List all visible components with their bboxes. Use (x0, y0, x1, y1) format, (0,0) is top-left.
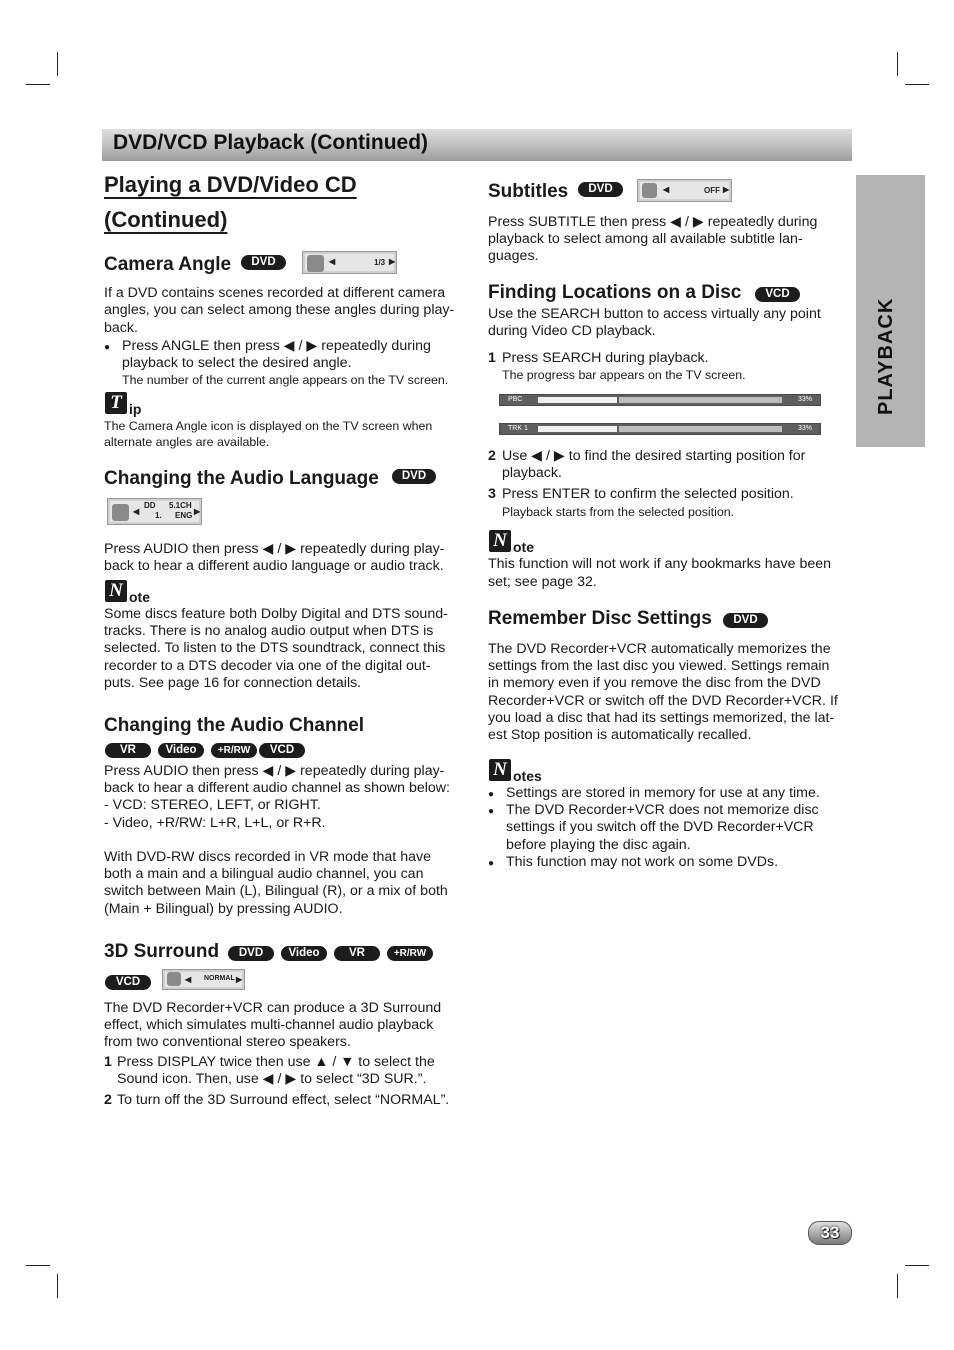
page-title-line1: Playing a DVD/Video CD (104, 172, 357, 197)
subtitles-p2: playback to select among all available subtitle lan- (488, 231, 803, 247)
disc-badge: DVD (392, 469, 436, 484)
subtitle-icon (642, 183, 657, 198)
disc-badge: DVD (241, 255, 286, 270)
audio-language-heading: Changing the Audio Language (104, 468, 379, 489)
audio-note-1: Some discs feature both Dolby Digital and DTS sound- (104, 606, 448, 622)
side-tab (856, 175, 925, 447)
remember-p4: Recorder+VCR or switch off the DVD Recorder+VCR. If (488, 693, 838, 709)
camera-angle-p3: back. (104, 320, 138, 336)
finding-step2-b: playback. (502, 465, 562, 481)
surround-p2: effect, which simulates multi-channel audio playback (104, 1017, 434, 1033)
crop-mark (905, 84, 929, 85)
remember-p5: you load a disc that had its settings memorized, the lat- (488, 710, 835, 726)
disc-badge: DVD (578, 182, 623, 197)
bullet-icon: ● (104, 342, 111, 353)
bullet-icon: ● (488, 806, 495, 817)
finding-step2-a: Use ◀ / ▶ to find the desired starting position for (502, 448, 806, 464)
note-icon: N (489, 530, 511, 552)
progress-track (619, 397, 782, 403)
arrow-left-icon: ◀ (133, 507, 140, 516)
crop-mark (26, 1265, 50, 1266)
remember-p1: The DVD Recorder+VCR automatically memorizes the (488, 641, 831, 657)
progress-track (619, 426, 782, 432)
arrow-left-icon: ◀ (329, 257, 336, 266)
surround-step1-b: Sound icon. Then, use ◀ / ▶ to select “3D SUR.”. (117, 1071, 427, 1087)
audio-note-4: recorder to a DTS decoder via one of the digital out- (104, 658, 431, 674)
surround-step2: To turn off the 3D Surround effect, select “NORMAL”. (117, 1092, 450, 1108)
progress-label: PBC (508, 396, 523, 403)
page-title-line2: (Continued) (104, 207, 228, 232)
section-header-title: DVD/VCD Playback (Continued) (113, 131, 429, 154)
tip-label: ip (129, 401, 142, 417)
audio-format: 5.1CH (169, 501, 192, 510)
notes-label: otes (513, 768, 542, 784)
finding-note-2: set; see page 32. (488, 574, 597, 590)
tip-text-2: alternate angles are available. (104, 435, 270, 449)
audio-note-5: puts. See page 16 for connection details. (104, 675, 362, 691)
crop-mark (905, 1265, 929, 1266)
side-tab-label: PLAYBACK (875, 297, 897, 415)
step-number: 3 (488, 486, 496, 502)
step-number: 2 (104, 1092, 112, 1108)
disc-badge: VCD (259, 743, 305, 758)
disc-badge: VCD (105, 975, 151, 990)
remember-heading: Remember Disc Settings (488, 608, 712, 629)
progress-percent: 33% (797, 425, 812, 432)
audio-channel-heading: Changing the Audio Channel (104, 715, 364, 736)
disc-badge: +R/RW (211, 743, 257, 758)
camera-angle-p1: If a DVD contains scenes recorded at different camera (104, 285, 446, 301)
note-label: ote (513, 539, 534, 555)
remember-p2: settings from the last disc you viewed. Settings remain (488, 658, 830, 674)
page-number-badge (808, 1221, 852, 1245)
finding-note-1: This function will not work if any bookmarks have been (488, 556, 832, 572)
headphones-icon (112, 504, 129, 521)
camera-angle-b1: Press ANGLE then press ◀ / ▶ repeatedly during (122, 338, 431, 354)
note-icon: N (105, 580, 127, 602)
finding-p1: Use the SEARCH button to access virtually any point (488, 306, 821, 322)
disc-badge: VR (334, 946, 380, 961)
crop-mark (897, 52, 898, 76)
audio-note-3: selected. To listen to the DTS soundtrack, connect this (104, 640, 446, 656)
camera-icon (307, 255, 324, 272)
remember-note-2b: settings if you switch off the DVD Recorder+VCR (506, 819, 814, 835)
audio-note-2: tracks. There is no analog audio output when DTS is (104, 623, 434, 639)
track-progress-bar (499, 423, 821, 435)
audio-channel-p1: Press AUDIO then press ◀ / ▶ repeatedly during play- (104, 763, 445, 779)
finding-step1-sub: The progress bar appears on the TV screen. (502, 368, 746, 382)
surround-osd (162, 969, 245, 990)
dolby-icon: DD (144, 501, 156, 510)
step-number: 2 (488, 448, 496, 464)
camera-angle-osd (302, 251, 397, 274)
finding-step1: Press SEARCH during playback. (502, 350, 709, 366)
remember-note-2a: The DVD Recorder+VCR does not memorize disc (506, 802, 819, 818)
arrow-left-icon: ◀ (185, 975, 192, 984)
crop-mark (26, 84, 50, 85)
camera-angle-b3: The number of the current angle appears on the TV screen. (122, 373, 449, 387)
section-header-bar (102, 129, 852, 161)
disc-badge: DVD (228, 946, 274, 961)
audio-channel-p3: - VCD: STEREO, LEFT, or RIGHT. (104, 797, 321, 813)
audio-channel-q2: both a main and a bilingual audio channel, you can (104, 866, 424, 882)
camera-angle-heading: Camera Angle (104, 254, 232, 275)
audio-channel-q3: switch between Main (L), Bilingual (R), or a mix of both (104, 883, 448, 899)
bullet-icon: ● (488, 858, 495, 869)
progress-fill (538, 426, 617, 432)
audio-language-osd (107, 498, 202, 525)
note-label: ote (129, 589, 150, 605)
audio-language-value: ENG (175, 511, 193, 520)
tip-icon: T (105, 392, 127, 414)
audio-language-p2: back to hear a different audio language or audio track. (104, 558, 444, 574)
finding-p2: during Video CD playback. (488, 323, 656, 339)
crop-mark (57, 52, 58, 76)
finding-step3-sub: Playback starts from the selected position. (502, 505, 735, 519)
arrow-right-icon: ▶ (723, 185, 730, 194)
notes-icon: N (489, 759, 511, 781)
pbc-progress-bar (499, 394, 821, 406)
disc-badge: DVD (723, 613, 768, 628)
bullet-icon: ● (488, 789, 495, 800)
page-number: 33 (820, 1223, 840, 1242)
finding-step3: Press ENTER to confirm the selected position. (502, 486, 794, 502)
camera-angle-b2: playback to select the desired angle. (122, 355, 352, 371)
arrow-left-icon: ◀ (663, 185, 670, 194)
subtitles-osd (637, 179, 732, 202)
disc-badge: +R/RW (387, 946, 433, 961)
remember-p6: est Stop position is automatically recalled. (488, 727, 752, 743)
arrow-right-icon: ▶ (236, 975, 243, 984)
remember-p3: in memory even if you remove the disc from the DVD (488, 675, 821, 691)
surround-p3: from two conventional stereo speakers. (104, 1034, 351, 1050)
audio-channel-q1: With DVD-RW discs recorded in VR mode that have (104, 849, 431, 865)
step-number: 1 (104, 1054, 112, 1070)
subtitles-heading: Subtitles (488, 181, 569, 202)
crop-mark (897, 1274, 898, 1298)
remember-note-3: This function may not work on some DVDs. (506, 854, 779, 870)
surround-step1-a: Press DISPLAY twice then use ▲ / ▼ to select the (117, 1054, 435, 1070)
disc-badge: VCD (755, 287, 800, 302)
tip-text-1: The Camera Angle icon is displayed on the TV screen when (104, 419, 433, 433)
camera-angle-p2: angles, you can select among these angles during play- (104, 302, 455, 318)
progress-percent: 33% (797, 396, 812, 403)
progress-fill (538, 397, 617, 403)
arrow-right-icon: ▶ (389, 257, 396, 266)
disc-badge: Video (158, 743, 204, 758)
arrow-right-icon: ▶ (194, 507, 201, 516)
surround-value: NORMAL (204, 975, 235, 982)
crop-mark (57, 1274, 58, 1298)
audio-channel-p2: back to hear a different audio channel as shown below: (104, 780, 450, 796)
step-number: 1 (488, 350, 496, 366)
subtitles-p1: Press SUBTITLE then press ◀ / ▶ repeatedly during (488, 214, 818, 230)
subtitles-p3: guages. (488, 248, 539, 264)
remember-note-2c: before playing the disc again. (506, 837, 691, 853)
disc-badge: VR (105, 743, 151, 758)
sound-icon (167, 972, 181, 986)
remember-note-1: Settings are stored in memory for use at any time. (506, 785, 820, 801)
disc-badge: Video (281, 946, 327, 961)
progress-label: TRK 1 (508, 425, 528, 432)
audio-track-number: 1. (155, 511, 162, 520)
audio-channel-q4: (Main + Bilingual) by pressing AUDIO. (104, 901, 343, 917)
subtitle-value: OFF (704, 186, 720, 195)
surround-heading: 3D Surround (104, 941, 220, 962)
audio-channel-p4: - Video, +R/RW: L+R, L+L, or R+R. (104, 815, 326, 831)
angle-value: 1/3 (374, 258, 386, 267)
surround-p1: The DVD Recorder+VCR can produce a 3D Surround (104, 1000, 442, 1016)
finding-heading: Finding Locations on a Disc (488, 282, 742, 303)
audio-language-p1: Press AUDIO then press ◀ / ▶ repeatedly during play- (104, 541, 445, 557)
